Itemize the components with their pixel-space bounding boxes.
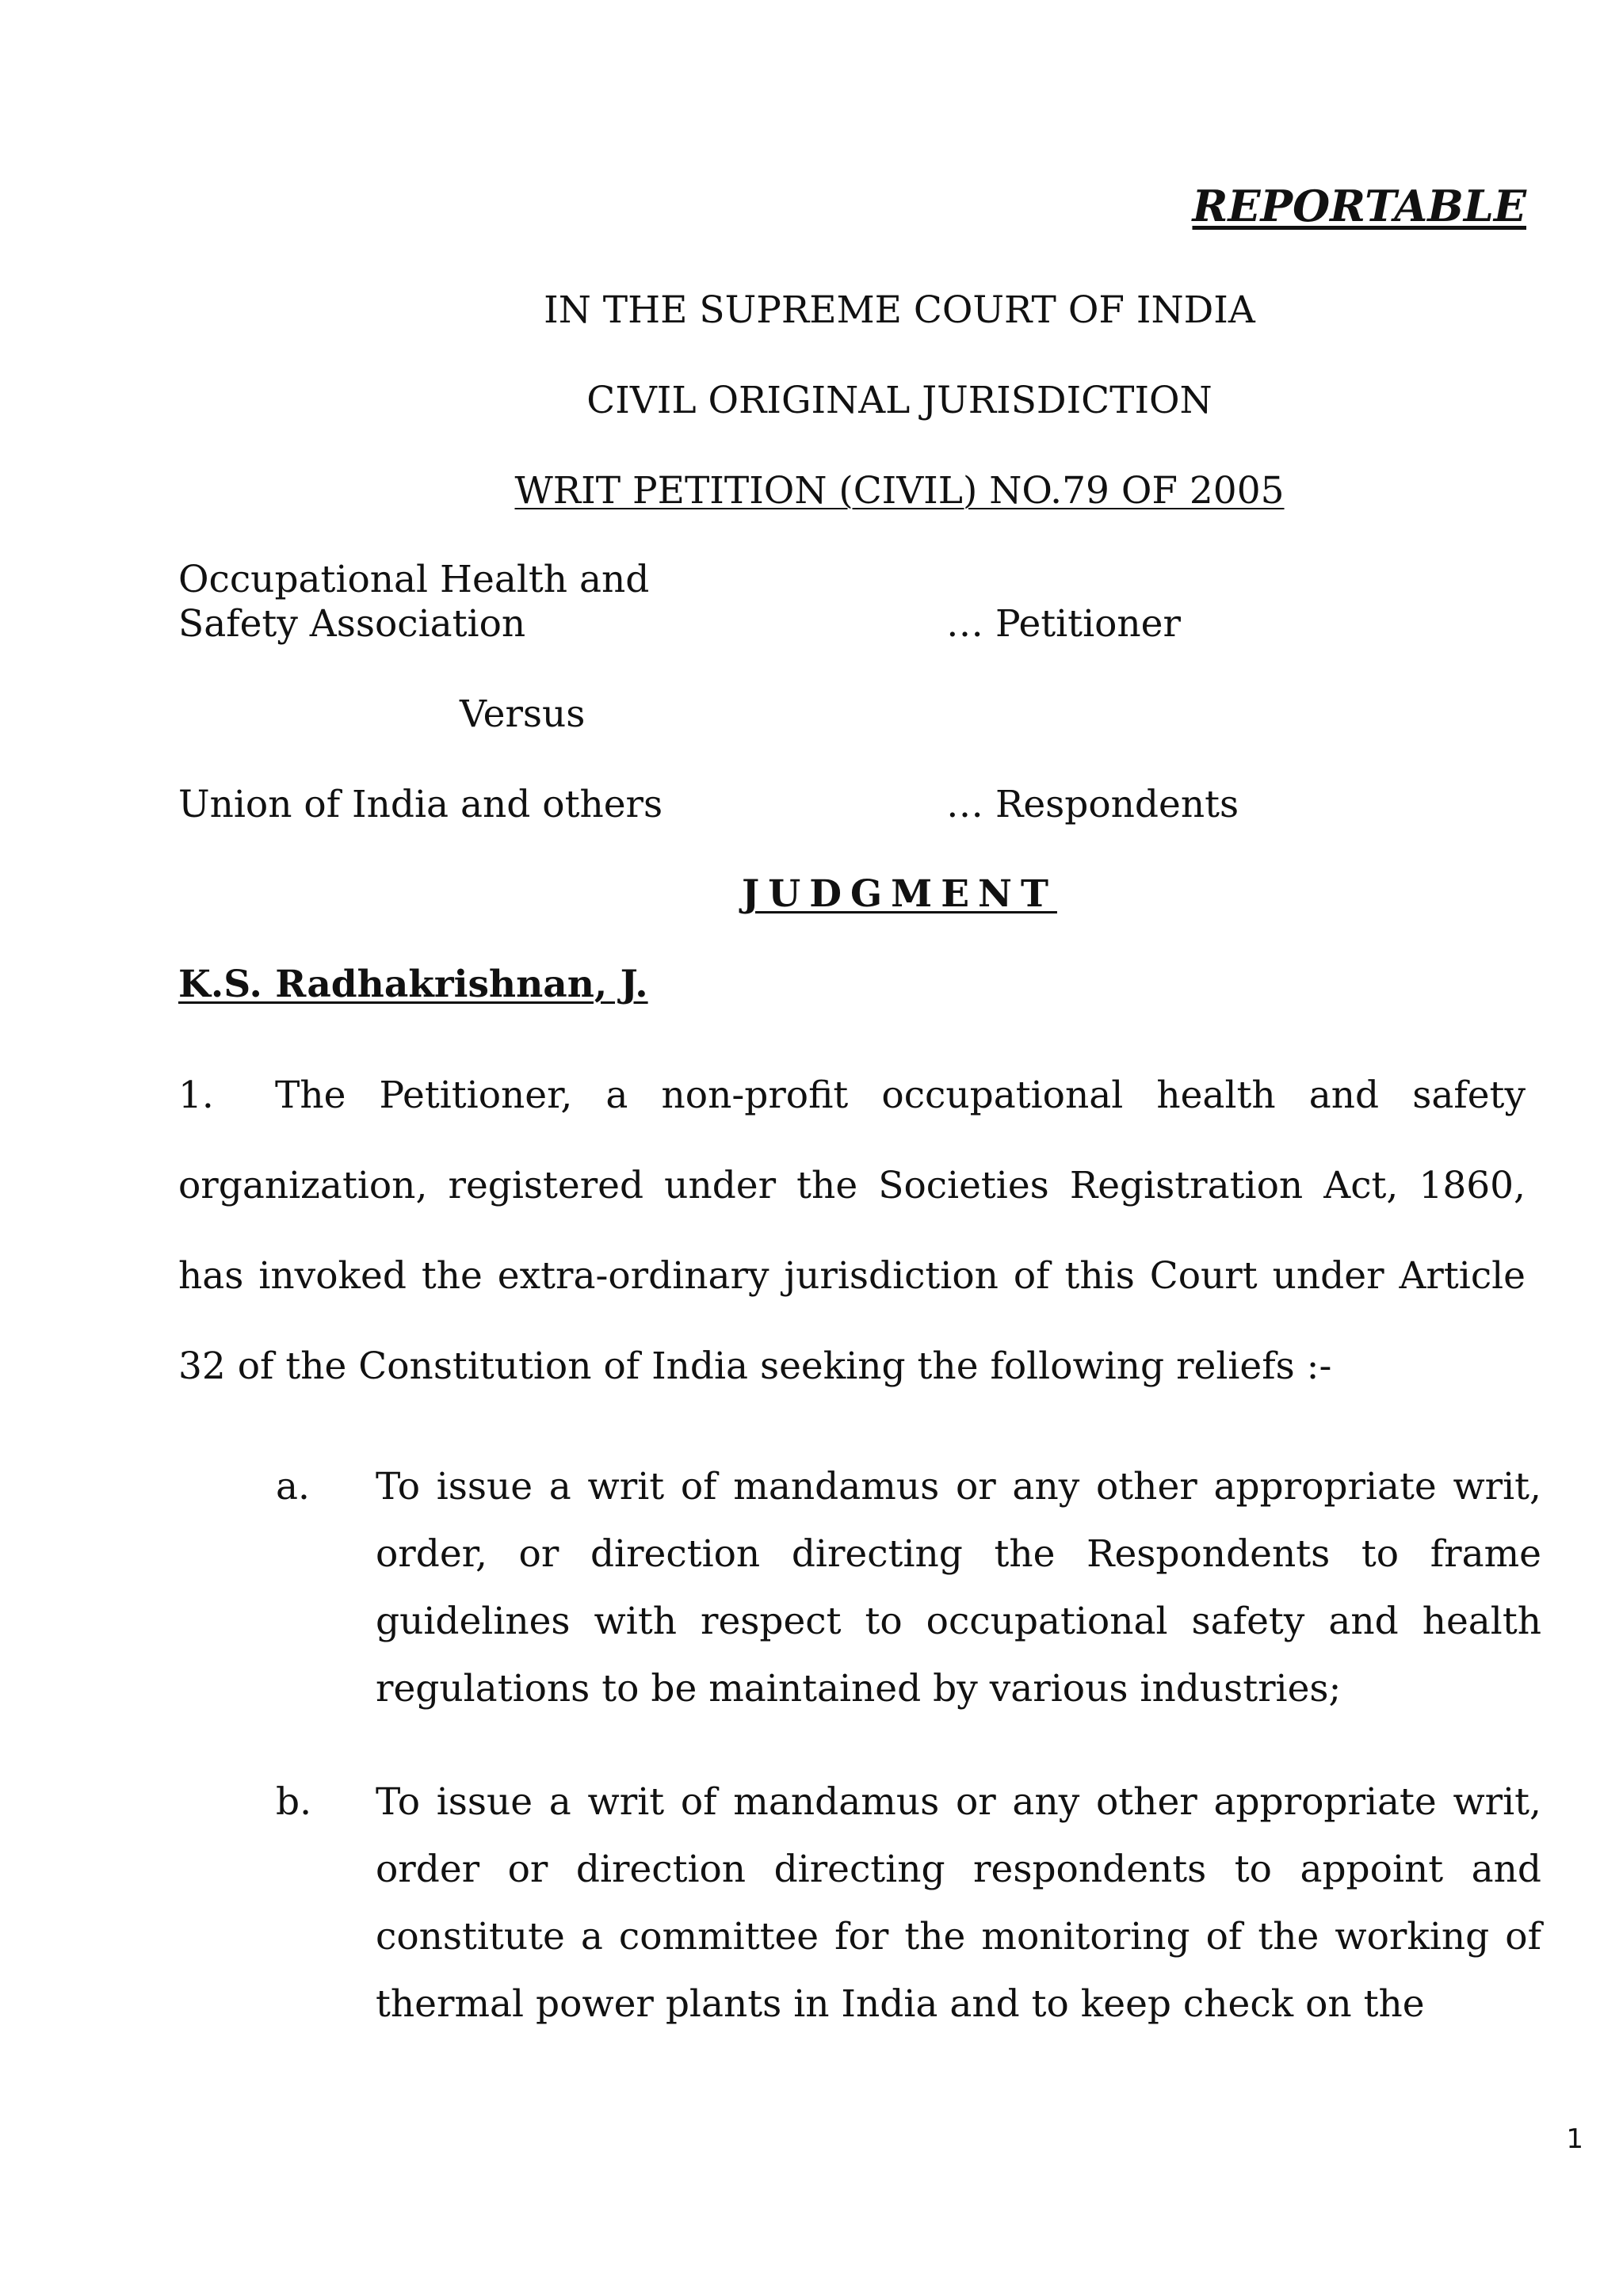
respondent-role: … Respondents [946, 783, 1239, 826]
versus-label: Versus [460, 692, 586, 736]
respondent-name: Union of India and others [178, 783, 663, 826]
reportable-label: REPORTABLE [1192, 181, 1526, 231]
paragraph-number: 1. [178, 1074, 214, 1117]
judgment-heading: JUDGMENT [742, 872, 1057, 916]
page-number: 1 [1566, 2123, 1583, 2155]
petitioner-name-line1: Occupational Health and [178, 558, 650, 601]
relief-label: b. [276, 1780, 312, 1824]
relief-label: a. [276, 1465, 310, 1508]
petitioner-role: … Petitioner [946, 602, 1181, 646]
paragraph-1 [178, 1051, 1526, 1412]
petitioner-name-line2: Safety Association [178, 602, 526, 646]
relief-text: To issue a writ of mandamus or any other appropriate writ, order, or direction directing the Respondents to frame guidelines with respect to occupational safety and health regulations to be maintained by various industries; [376, 1465, 1541, 1711]
judge-name: K.S. Radhakrishnan, J. [178, 963, 648, 1006]
jurisdiction-title: CIVIL ORIGINAL JURISDICTION [586, 379, 1212, 422]
writ-petition-number: WRIT PETITION (CIVIL) NO.79 OF 2005 [514, 469, 1285, 513]
paragraph-text: The Petitioner, a non-profit occupational health and safety organization, registered under the Societies Registration Act, 1860, has invoked the extra-ordinary jurisdiction of this Court under Article 32 of the Constitution of India seeking the following reliefs :- [178, 1074, 1526, 1388]
relief-text: To issue a writ of mandamus or any other appropriate writ, order or direction directing respondents to appoint and constitute a committee for the monitoring of the working of thermal power plants in India and to keep check on the [376, 1780, 1541, 2026]
court-name: IN THE SUPREME COURT OF INDIA [544, 288, 1255, 332]
